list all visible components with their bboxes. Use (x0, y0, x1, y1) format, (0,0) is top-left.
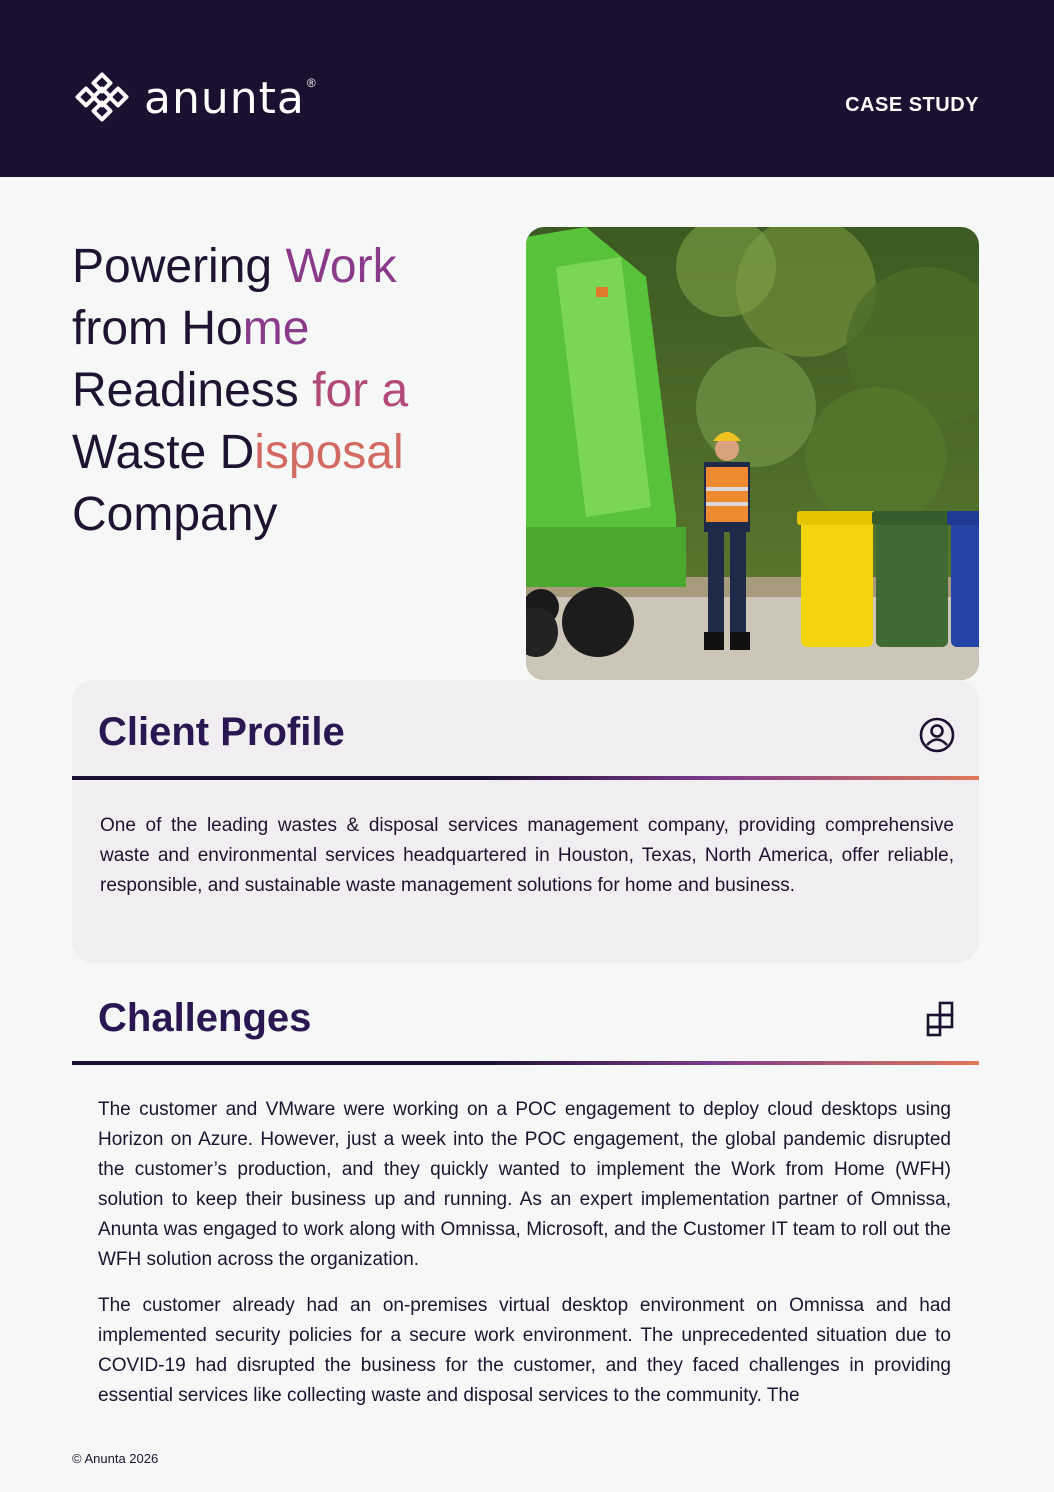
client-profile-text: One of the leading wastes & disposal services management company, providing comprehensive waste and environmental services headquartered in Houston, Texas, North America, offer reliable, responsible, and sustainable waste management solutions for home and business. (100, 815, 954, 896)
page-header (0, 0, 1054, 177)
brand-logo (72, 72, 316, 126)
anunta-knot-icon (72, 72, 132, 126)
challenges-paragraph: The customer and VMware were working on a POC engagement to deploy cloud desktops using Horizon on Azure. However, just a week into the POC engagement, the global pandemic disrupted the customer’s production, and they quickly wanted to implement the Work from Home (WFH) solution to keep their business up and running. As an expert implementation partner of Omnissa, Anunta was engaged to work along with Omnissa, Microsoft, and the Customer IT team to roll out the WFH solution across the organization. (98, 1099, 951, 1270)
user-circle-icon (918, 716, 956, 754)
challenges-divider (72, 1061, 979, 1065)
hero-photo-waste-worker (526, 227, 979, 680)
brand-name: anunta (144, 73, 305, 124)
puzzle-grid-icon (918, 1000, 956, 1038)
hero-title-line: Powering Work (72, 240, 397, 293)
copyright-footer: © Anunta 2026 (72, 1451, 159, 1466)
hero-title-line: Company (72, 488, 278, 541)
registered-mark: ® (306, 76, 316, 90)
challenges-paragraph: The customer already had an on-premises virtual desktop environment on Omnissa and had implemented security policies for a secure work environment. The unprecedented situation due to COVID-19 had disrupted the business for the customer, and they faced challenges in providing essential services like collecting waste and disposal services to the community. The (98, 1295, 951, 1406)
client-profile-divider (72, 776, 979, 780)
hero-title-line: from Home (72, 302, 310, 355)
hero-title-line: Waste Disposal (72, 426, 404, 479)
hero-title (72, 236, 492, 546)
document-type-label: CASE STUDY (845, 94, 979, 116)
client-profile-heading: Client Profile (98, 710, 345, 754)
hero-title-line: Readiness for a (72, 364, 409, 417)
challenges-heading: Challenges (98, 996, 312, 1040)
